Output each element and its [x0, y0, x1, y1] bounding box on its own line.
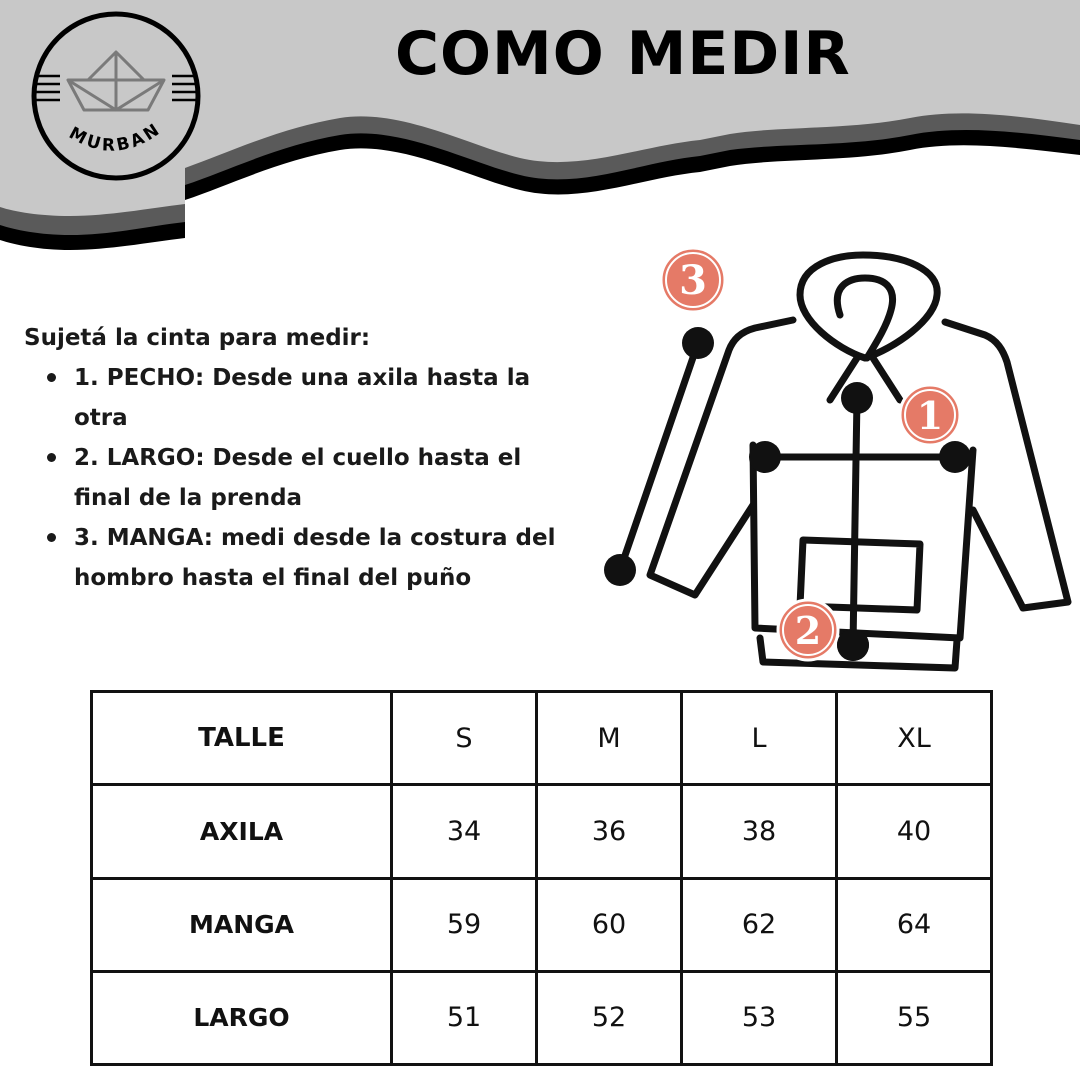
row-label-axila: AXILA	[92, 785, 392, 878]
hoodie-diagram	[595, 240, 1080, 680]
size-header-cell: S	[392, 692, 537, 785]
marker-badge-3	[661, 248, 725, 312]
table-cell: 36	[537, 785, 682, 878]
table-cell: 51	[392, 971, 537, 1064]
table-cell: 40	[837, 785, 992, 878]
marker-badge-1	[900, 385, 960, 445]
size-table-header-row	[92, 692, 992, 785]
table-cell: 52	[537, 971, 682, 1064]
marker-badge-1-label: 1	[916, 393, 944, 438]
table-row	[92, 878, 992, 971]
instruction-item-length: 2. LARGO: Desde el cuello hasta el final de la prenda	[74, 438, 584, 518]
drawstring-right	[873, 358, 900, 400]
sleeve-dot-top	[682, 327, 714, 359]
table-row	[92, 971, 992, 1064]
size-header-cell: L	[682, 692, 837, 785]
instructions-list	[24, 358, 584, 598]
chest-dot-left	[749, 441, 781, 473]
length-dot-top	[841, 382, 873, 414]
table-cell: 59	[392, 878, 537, 971]
row-label-largo: LARGO	[92, 971, 392, 1064]
sleeve-measure-line	[620, 343, 698, 570]
page-title: COMO MEDIR	[395, 19, 851, 89]
table-cell: 38	[682, 785, 837, 878]
instruction-item-sleeve: 3. MANGA: medi desde la costura del hombro hasta el final del puño	[74, 518, 584, 598]
hood-shape	[800, 255, 937, 358]
size-header-cell: XL	[837, 692, 992, 785]
marker-badge-2	[778, 600, 838, 660]
table-cell: 34	[392, 785, 537, 878]
measurement-lines	[620, 343, 955, 645]
marker-badge-3-label: 3	[679, 257, 707, 304]
sleeve-dot-bottom	[604, 554, 636, 586]
paper-boat-icon	[68, 52, 164, 110]
chest-dot-right	[939, 441, 971, 473]
size-header-cell: M	[537, 692, 682, 785]
table-cell: 55	[837, 971, 992, 1064]
table-row	[92, 785, 992, 878]
table-cell: 62	[682, 878, 837, 971]
table-cell: 64	[837, 878, 992, 971]
measure-instructions	[24, 318, 584, 598]
murban-logo	[28, 8, 204, 184]
length-measure-line	[853, 398, 857, 645]
marker-badge-2-label: 2	[794, 608, 822, 653]
instruction-item-chest: 1. PECHO: Desde una axila hasta la otra	[74, 358, 584, 438]
size-table-header-label: TALLE	[92, 692, 392, 785]
table-cell: 53	[682, 971, 837, 1064]
table-cell: 60	[537, 878, 682, 971]
size-table	[90, 690, 993, 1066]
instructions-intro: Sujetá la cinta para medir:	[24, 325, 371, 351]
length-dot-bottom-front	[837, 629, 869, 661]
logo-text: MURBAN	[65, 118, 166, 156]
kangaroo-pocket	[800, 540, 920, 610]
row-label-manga: MANGA	[92, 878, 392, 971]
